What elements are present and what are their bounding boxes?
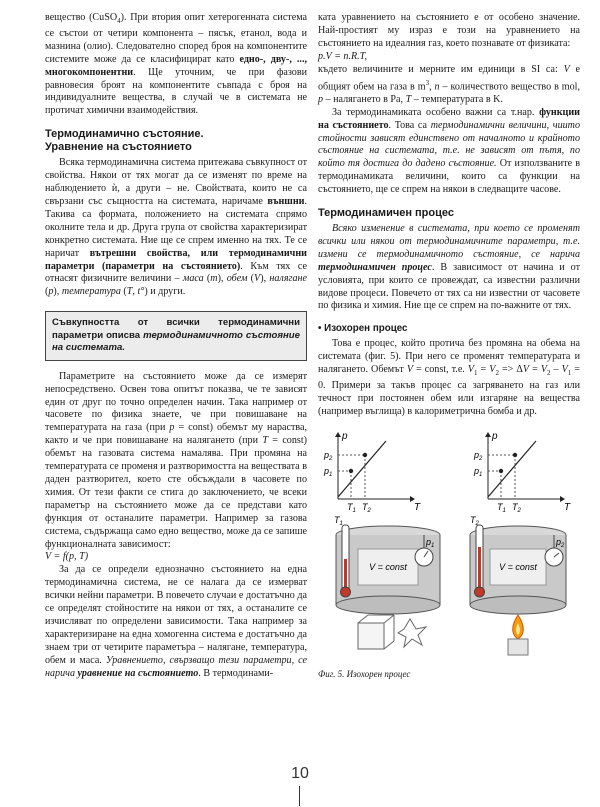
page-number: 10 xyxy=(291,765,309,782)
svg-text:T2: $T_2$ xyxy=(470,514,479,527)
svg-text:T: T xyxy=(564,501,571,513)
formula: p.V = n.R.T, xyxy=(318,50,368,62)
right-column xyxy=(318,12,580,679)
paragraph: Всяка термодинамична система притежава съвкупност от свойства. Някои от тях могат да се изменят по време на наблюдението ѝ, а други – не. Свойствата, които не са свързани със същността на системата, наричаме външни. Такива са формата, положението на системата спрямо околните тела и др. Друга група от свойства характеризират конкретно системата. Ние ще се спрем именно на тях. Те се наричат вътрешни свойства, или термодинамични параметри (параметри на състоянието). Към тях се отнасят физичните величини – маса (m), обем (V), налягане (p), температура (T, t°) и други. xyxy=(45,157,308,298)
definition-box: Съвкупността от всички термодинамични параметри описва термодинамичното състояние на системата. xyxy=(45,311,307,361)
paragraph: Всяко изменение в системата, при което се променят всички или някои от термодинамичните параметри, т.е. измени се термодинамичното състояние, се нарича термодинамичен процес. В зависимост от начина и от условията, при които се провеждат, са известни различни видове процеси. Повечето от тях са ни известни от часовете по физика и химия. Ние ще се спрем на по-важните от тях. xyxy=(318,223,580,312)
paragraph: За да се определи еднозначно състоянието на една термодинамична система, не се налага да се измерват всички нейни параметри. В повечето случаи е достатъчно да се определят стойностите на някои от тях, а останалите се изчисляват по определени зависимости. Така например за характеризиране на една хомогенна система е достатъчно да знаем три от четирите параметъра – налягане, температура, обем и маса. Уравнението, свързващо тези параметри, се нарича уравнение на състоянието. В термодинами- xyxy=(45,564,307,679)
svg-text:T1: $T_1$ xyxy=(347,501,356,514)
vessel-left xyxy=(334,515,440,649)
graph-right xyxy=(473,431,571,514)
svg-text:p2: $p_2$ xyxy=(324,449,333,462)
svg-text:T2: $T_2$ xyxy=(362,501,371,514)
svg-text:T1: $T_1$ xyxy=(497,501,506,514)
paragraph: където величините и мерните им единици в SI са: V е общият обем на газа в $m^3$, n – количеството вещество в mol, p – налягането в Pa, T – температурата в K. xyxy=(318,63,580,105)
vessel-right xyxy=(470,515,566,655)
svg-text:V = const: V = const xyxy=(499,561,537,572)
paragraph: За термодинамиката особено важни са т.нар. функции на състоянието. Това са термодинамични величини, чиито стойности зависят единствено от началното и крайното състояние на системата, т.е. не зависят от пътя, по който тя достига до дадено състояние. От използваните в термодинамиката величини, които са функции на състоянието, ще се спрем на някои в следващите часове. xyxy=(318,106,580,196)
svg-text:p: p xyxy=(342,430,348,442)
paragraph: вещество (CuSO$_4$). При втория опит хетерогенната система се състои от четири компонента – пясък, етанол, вода и мазнина (олио). Следователно според броя на компонентите системите може да се класифицират като едно-, дву-, ..., многокомпонентни. Ще уточним, че при фазови равновесия броят на компонентите съвпада с броя на индивидуалните вещества, в случай че в системата не протичат химични взаимодействия. xyxy=(45,12,308,117)
svg-text:T: T xyxy=(414,501,421,513)
paragraph: ката уравнението на състоянието е от особено значение. Най-простият му израз е този на уравнението на състоянието на идеалния газ, което познавате от физиката: xyxy=(318,12,580,49)
graph-left xyxy=(323,431,421,514)
svg-text:p2: $p_2$ xyxy=(556,536,565,549)
svg-text:p1: $p_1$ xyxy=(324,465,333,478)
isochoric-diagram xyxy=(318,429,580,661)
svg-text:p: p xyxy=(492,430,498,442)
svg-text:p2: $p_2$ xyxy=(474,449,483,462)
subheading: • Изохорен процес xyxy=(318,323,408,335)
paragraph: Параметрите на състоянието може да се измерят непосредствено. Освен това опитът показва, че те зависят един от друг по точно определен начин. Така например от часовете по физика знаете, че при повишаване на температурата на газа (при p = const) обемът му нараства, както и че при повишаване на налягането (при T = const) обемът на газовата система намалява. При промяна на температурата се променя и разтворимостта на веществата в даден разтворител, което сте обсъждали в часовете по химия. От тези факти се стига до заключението, че всеки параметър на състоянието може да се представи като функция от останалите параметри. Например за газова система, съдържаща само едно вещество, може да се запише функционалната зависимост: xyxy=(45,370,307,550)
svg-text:p1: $p_1$ xyxy=(474,465,483,478)
formula: V = f(p, T) xyxy=(45,551,89,563)
figure-isochoric xyxy=(318,429,580,679)
page-divider xyxy=(299,786,300,806)
paragraph: Това е процес, който протича без промяна на обема на системата (фиг. 5). При него се променят температурата и налягането. Обемът V = const, т.е. $V_1 = V_2 => \Delta V = V_2 - V_1 = 0$. Примери за такъв процес са загряването на газ или течност при постоянен обем или изгаряне на вещества (например въглища) в калориметрична бомба и др. xyxy=(318,338,580,417)
svg-text:V = const: V = const xyxy=(369,561,407,572)
left-column xyxy=(45,12,307,680)
figure-caption: Фиг. 5. Изохорен процес xyxy=(318,668,411,679)
svg-text:p1: $p_1$ xyxy=(426,536,435,549)
svg-text:T1: $T_1$ xyxy=(334,514,343,527)
section-heading: Термодинамично състояние. Уравнение на състоянието xyxy=(45,128,204,154)
section-heading: Термодинамичен процес xyxy=(318,207,454,220)
svg-text:T2: $T_2$ xyxy=(512,501,521,514)
